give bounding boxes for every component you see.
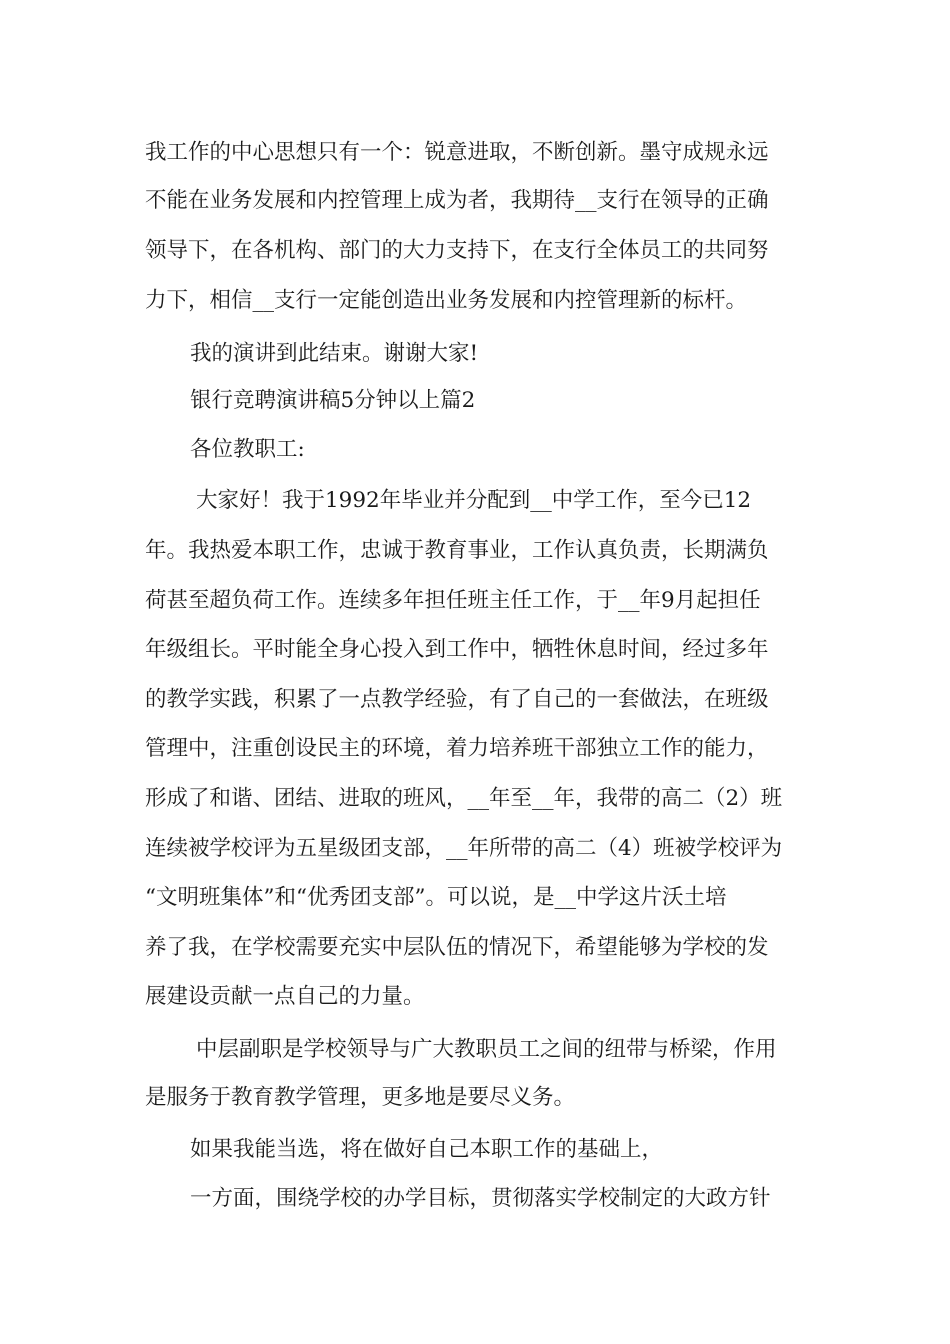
paragraph-line: 荷甚至超负荷工作。连续多年担任班主任工作，于__年9月起担任 (145, 588, 761, 613)
paragraph-line: “文明班集体”和“优秀团支部”。可以说，是__中学这片沃土培 (145, 885, 727, 910)
paragraph-line: 力下，相信__支行一定能创造出业务发展和内控管理新的标杆。 (145, 288, 748, 313)
paragraph-line: 不能在业务发展和内控管理上成为者，我期待__支行在领导的正确 (145, 188, 769, 213)
paragraph-line: 年级组长。平时能全身心投入到工作中，牺牲休息时间，经过多年 (145, 637, 769, 662)
paragraph-line: 养了我，在学校需要充实中层队伍的情况下，希望能够为学校的发 (145, 935, 769, 960)
paragraph-line: 的教学实践，积累了一点教学经验，有了自己的一套做法，在班级 (145, 687, 769, 712)
paragraph-line: 一方面，围绕学校的办学目标，贯彻落实学校制定的大政方针 (190, 1186, 771, 1211)
paragraph-line: 年。我热爱本职工作，忠诚于教育事业，工作认真负责，长期满负 (145, 538, 769, 563)
paragraph-line: 连续被学校评为五星级团支部，__年所带的高二（4）班被学校评为 (145, 836, 783, 861)
salutation: 各位教职工: (190, 437, 305, 462)
paragraph-line: 管理中，注重创设民主的环境，着力培养班干部独立工作的能力， (145, 736, 769, 761)
paragraph-line: 中层副职是学校领导与广大教职员工之间的纽带与桥梁，作用 (196, 1037, 777, 1062)
paragraph-line: 大家好！我于1992年毕业并分配到__中学工作，至今已12 (196, 488, 752, 513)
paragraph-line: 如果我能当选，将在做好自己本职工作的基础上， (190, 1137, 664, 1162)
paragraph-line: 我工作的中心思想只有一个：锐意进取，不断创新。墨守成规永远 (145, 140, 769, 165)
section-heading: 银行竞聘演讲稿5分钟以上篇2 (190, 388, 476, 413)
paragraph-line: 领导下，在各机构、部门的大力支持下，在支行全体员工的共同努 (145, 238, 769, 263)
closing-line: 我的演讲到此结束。谢谢大家! (190, 341, 479, 366)
paragraph-line: 展建设贡献一点自己的力量。 (145, 984, 425, 1009)
paragraph-line: 形成了和谐、团结、进取的班风，__年至__年，我带的高二（2）班 (145, 786, 783, 811)
paragraph-line: 是服务于教育教学管理，更多地是要尽义务。 (145, 1085, 576, 1110)
